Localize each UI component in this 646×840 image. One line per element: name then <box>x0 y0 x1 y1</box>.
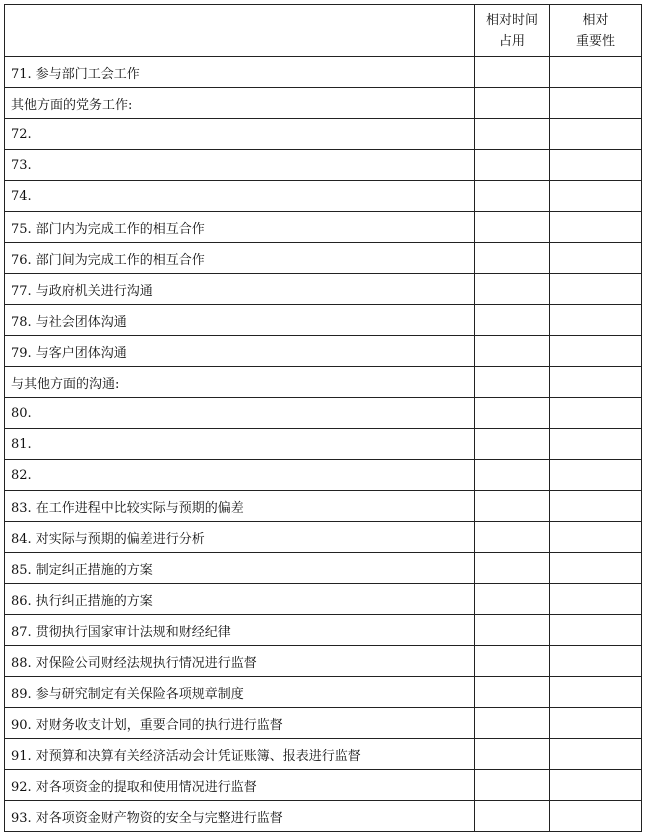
task-item-label: 93. 对各项资金财产物资的安全与完整进行监督 <box>5 801 475 832</box>
table-row <box>5 119 642 150</box>
relative-time-cell[interactable] <box>475 677 550 708</box>
table-header-row <box>5 5 642 57</box>
relative-importance-cell[interactable] <box>550 677 642 708</box>
table-row <box>5 677 642 708</box>
table-row <box>5 243 642 274</box>
relative-importance-cell[interactable] <box>550 770 642 801</box>
relative-importance-cell[interactable] <box>550 212 642 243</box>
job-analysis-form <box>4 4 642 832</box>
relative-importance-cell[interactable] <box>550 584 642 615</box>
relative-time-cell[interactable] <box>475 615 550 646</box>
relative-time-cell[interactable] <box>475 429 550 460</box>
task-rating-table <box>4 4 642 832</box>
header-relative-time-line1: 相对时间 <box>485 12 538 28</box>
table-row <box>5 212 642 243</box>
relative-time-cell[interactable] <box>475 801 550 832</box>
relative-importance-cell[interactable] <box>550 708 642 739</box>
task-rows <box>5 57 642 832</box>
relative-time-cell[interactable] <box>475 150 550 181</box>
task-item-label: 其他方面的党务工作: <box>5 88 475 119</box>
task-item-label: 87. 贯彻执行国家审计法规和财经纪律 <box>5 615 475 646</box>
relative-importance-cell[interactable] <box>550 243 642 274</box>
task-item-label: 92. 对各项资金的提取和使用情况进行监督 <box>5 770 475 801</box>
table-row <box>5 367 642 398</box>
header-item-cell <box>5 5 475 57</box>
relative-time-cell[interactable] <box>475 491 550 522</box>
table-row <box>5 274 642 305</box>
task-item-label: 84. 对实际与预期的偏差进行分析 <box>5 522 475 553</box>
relative-time-cell[interactable] <box>475 88 550 119</box>
task-item-label: 77. 与政府机关进行沟通 <box>5 274 475 305</box>
header-relative-time <box>475 5 550 57</box>
relative-importance-cell[interactable] <box>550 305 642 336</box>
task-item-label: 75. 部门内为完成工作的相互合作 <box>5 212 475 243</box>
relative-time-cell[interactable] <box>475 708 550 739</box>
header-relative-time-line2: 占用 <box>498 33 525 49</box>
relative-time-cell[interactable] <box>475 212 550 243</box>
relative-time-cell[interactable] <box>475 460 550 491</box>
relative-time-cell[interactable] <box>475 522 550 553</box>
relative-importance-cell[interactable] <box>550 646 642 677</box>
relative-importance-cell[interactable] <box>550 367 642 398</box>
task-item-label: 81. <box>5 429 475 460</box>
relative-importance-cell[interactable] <box>550 336 642 367</box>
table-row <box>5 553 642 584</box>
relative-importance-cell[interactable] <box>550 57 642 88</box>
relative-time-cell[interactable] <box>475 367 550 398</box>
task-item-label: 88. 对保险公司财经法规执行情况进行监督 <box>5 646 475 677</box>
relative-importance-cell[interactable] <box>550 739 642 770</box>
relative-importance-cell[interactable] <box>550 150 642 181</box>
task-item-label: 90. 对财务收支计划，重要合同的执行进行监督 <box>5 708 475 739</box>
table-row <box>5 305 642 336</box>
table-row <box>5 646 642 677</box>
relative-time-cell[interactable] <box>475 398 550 429</box>
table-row <box>5 181 642 212</box>
table-row <box>5 615 642 646</box>
table-row <box>5 460 642 491</box>
task-item-label: 80. <box>5 398 475 429</box>
table-row <box>5 57 642 88</box>
task-item-label: 76. 部门间为完成工作的相互合作 <box>5 243 475 274</box>
relative-importance-cell[interactable] <box>550 398 642 429</box>
relative-time-cell[interactable] <box>475 243 550 274</box>
task-item-label: 71. 参与部门工会工作 <box>5 57 475 88</box>
relative-importance-cell[interactable] <box>550 615 642 646</box>
relative-time-cell[interactable] <box>475 553 550 584</box>
relative-time-cell[interactable] <box>475 646 550 677</box>
relative-importance-cell[interactable] <box>550 491 642 522</box>
table-row <box>5 708 642 739</box>
relative-time-cell[interactable] <box>475 770 550 801</box>
relative-time-cell[interactable] <box>475 57 550 88</box>
task-item-label: 91. 对预算和决算有关经济活动会计凭证账簿、报表进行监督 <box>5 739 475 770</box>
header-relative-importance-line1: 相对 <box>582 12 609 28</box>
table-row <box>5 491 642 522</box>
task-item-label: 73. <box>5 150 475 181</box>
task-item-label: 72. <box>5 119 475 150</box>
relative-importance-cell[interactable] <box>550 181 642 212</box>
relative-importance-cell[interactable] <box>550 119 642 150</box>
relative-time-cell[interactable] <box>475 181 550 212</box>
table-row <box>5 150 642 181</box>
task-item-label: 86. 执行纠正措施的方案 <box>5 584 475 615</box>
relative-time-cell[interactable] <box>475 336 550 367</box>
table-row <box>5 522 642 553</box>
task-item-label: 82. <box>5 460 475 491</box>
table-row <box>5 801 642 832</box>
task-item-label: 85. 制定纠正措施的方案 <box>5 553 475 584</box>
table-row <box>5 770 642 801</box>
table-row <box>5 429 642 460</box>
task-item-label: 与其他方面的沟通: <box>5 367 475 398</box>
relative-time-cell[interactable] <box>475 305 550 336</box>
relative-importance-cell[interactable] <box>550 553 642 584</box>
table-row <box>5 739 642 770</box>
table-row <box>5 336 642 367</box>
relative-importance-cell[interactable] <box>550 460 642 491</box>
relative-time-cell[interactable] <box>475 739 550 770</box>
header-relative-importance <box>550 5 642 57</box>
table-row <box>5 88 642 119</box>
relative-importance-cell[interactable] <box>550 429 642 460</box>
task-item-label: 89. 参与研究制定有关保险各项规章制度 <box>5 677 475 708</box>
relative-time-cell[interactable] <box>475 584 550 615</box>
relative-importance-cell[interactable] <box>550 522 642 553</box>
task-item-label: 78. 与社会团体沟通 <box>5 305 475 336</box>
table-row <box>5 584 642 615</box>
relative-importance-cell[interactable] <box>550 274 642 305</box>
relative-importance-cell[interactable] <box>550 88 642 119</box>
task-item-label: 83. 在工作进程中比较实际与预期的偏差 <box>5 491 475 522</box>
task-item-label: 79. 与客户团体沟通 <box>5 336 475 367</box>
relative-time-cell[interactable] <box>475 274 550 305</box>
relative-time-cell[interactable] <box>475 119 550 150</box>
table-row <box>5 398 642 429</box>
relative-importance-cell[interactable] <box>550 801 642 832</box>
task-item-label: 74. <box>5 181 475 212</box>
header-relative-importance-line2: 重要性 <box>575 33 615 49</box>
